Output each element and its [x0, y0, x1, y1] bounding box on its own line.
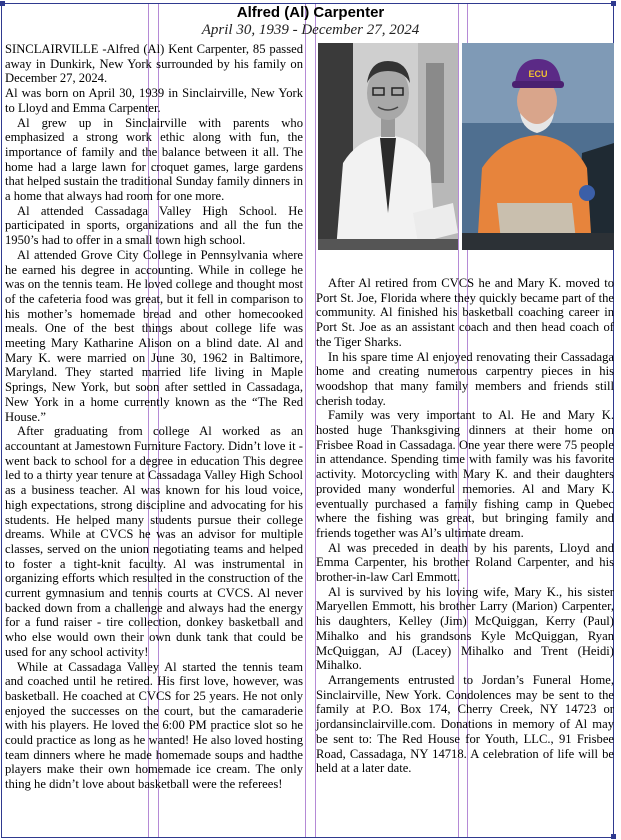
portrait-photo-boat-icon	[462, 43, 614, 250]
paragraph: Al was preceded in death by his parents, Lloyd and Emma Carpenter, his brother Roland Carpenter, and his brother-in-law Carl Emmott.	[316, 540, 614, 585]
frame-handle-bottom-right[interactable]	[611, 834, 616, 839]
paragraph: Al was born on April 30, 1939 in Sinclairville, New York to Lloyd and Emma Carpenter.	[5, 86, 303, 115]
deceased-name: Alfred (Al) Carpenter	[236, 4, 385, 21]
paragraph: Al attended Grove City College in Pennsylvania where he earned his degree in accounting. While in college he was on the tennis team. He loved college and thought most of the cafeteria food was great, but it fell in comparison to his mother’s homemade bread and other homecooked meals. One of the best things about college life was meeting Mary Katharine Alison on a blind date. Al and Mary K. were married on June 30, 1962 in Baltimore, Maryland. They started married life living in Maple Springs, New York, but soon after settled in Cassadaga, New York in a home currently known as the “The Red House.”	[5, 247, 303, 424]
life-dates: April 30, 1939 - December 27, 2024	[201, 22, 420, 38]
paragraph: Al attended Cassadaga Valley High School. He participated in sports, organizations and all the fun the 1950’s had to offer in a small town high school.	[5, 203, 303, 248]
paragraph: Al is survived by his loving wife, Mary K., his sister Maryellen Emmott, his brother Larry (Marion) Carpenter, his daughters, Kelley (Jim) McQuiggan, Kerry (Paul) Mihalko and his grandsons Kyle McQuiggan, Ryan McQuiggan, AJ (Lacey) Mihalko and Trent (Heidi) Mihalko.	[316, 584, 614, 673]
portrait-photo-young-icon	[318, 43, 458, 250]
left-column	[5, 42, 303, 792]
column-guide	[305, 4, 306, 837]
paragraph: Al grew up in Sinclairville with parents who emphasized a strong work ethic along with fun, the importance of family and the balance between it all. The home had a large lawn for croquet games, large gardens that helped sustain the traditional Sunday family dinners in a home that always had room for one more.	[5, 115, 303, 204]
paragraph: After graduating from college Al worked as an accountant at Jamestown Furniture Factory. Didn’t love it - went back to school for a degree in education This degree led to a thirty year tenure at Cassadaga Valley High School as a business teacher. Al was known for his loud voice, high expectations, strong discipline and advocating for his students. He helped many students pursue their college dreams. While at CVCS he was an advisor for multiple classes, served on the union negotiating teams and helped to foster a tight-knit faculty. Al was instrumental in organizing efforts which resulted in the construction of the current gymnasium and tennis courts at CVCS. Al never backed down from a challenge and always had the energy for a fund raiser - tire collection, donkey basketball and who else would own their own dunk tank that could be used for any school activity!	[5, 424, 303, 659]
paragraph: Arrangements entrusted to Jordan’s Funeral Home, Sinclairville, New York. Condolences may be sent to the family at P.O. Box 174, Cherry Creek, NY 14723 or jordansinclairville.com. Donations in memory of Al may be sent to: The Red House for Youth, LLC., 91 Frisbee Road, Cassadaga, NY 14718. A celebration of life will be held at a later date.	[316, 672, 614, 776]
right-column	[316, 276, 614, 776]
svg-text:ECU: ECU	[528, 69, 548, 79]
obituary-header	[0, 5, 621, 38]
paragraph: SINCLAIRVILLE -Alfred (Al) Kent Carpenter, 85 passed away in Dunkirk, New York surrounded by his family on December 27, 2024.	[5, 42, 303, 86]
paragraph: In his spare time Al enjoyed renovating their Cassadaga home and creating numerous carpentry pieces in his woodshop that many family members and friends still cherish today.	[316, 349, 614, 408]
paragraph: Family was very important to Al. He and Mary K. hosted huge Thanksgiving dinners at their home on Frisbee Road in Cassadaga. One year there were 75 people in attendance. Spending time with family was his favorite activity. Motorcycling with Mary K. and their daughters provided many wonderful memories. Al and Mary K. eventually purchased a family fishing camp in Quebec where the fishing was great, but bringing family and friends together was Al’s ultimate dream.	[316, 408, 614, 540]
paragraph: While at Cassadaga Valley Al started the tennis team and coached until he retired. His first love, however, was basketball. He coached at CVCS for 25 years. He not only enjoyed the successes on the court, but the camaraderie with his players. He loved the 6:00 PM practice slot so he could practice as long as he wanted! He also loved hosting team dinners where he made homemade soups and hadthe players make their own homemade ice cream. The only thing he didn’t love about basketball were the referees!	[5, 659, 303, 792]
paragraph: After Al retired from CVCS he and Mary K. moved to Port St. Joe, Florida where they quickly became part of the community. Al finished his basketball coaching career in Port St. Joe as an assistant coach and then head coach of the Tiger Sharks.	[316, 276, 614, 349]
